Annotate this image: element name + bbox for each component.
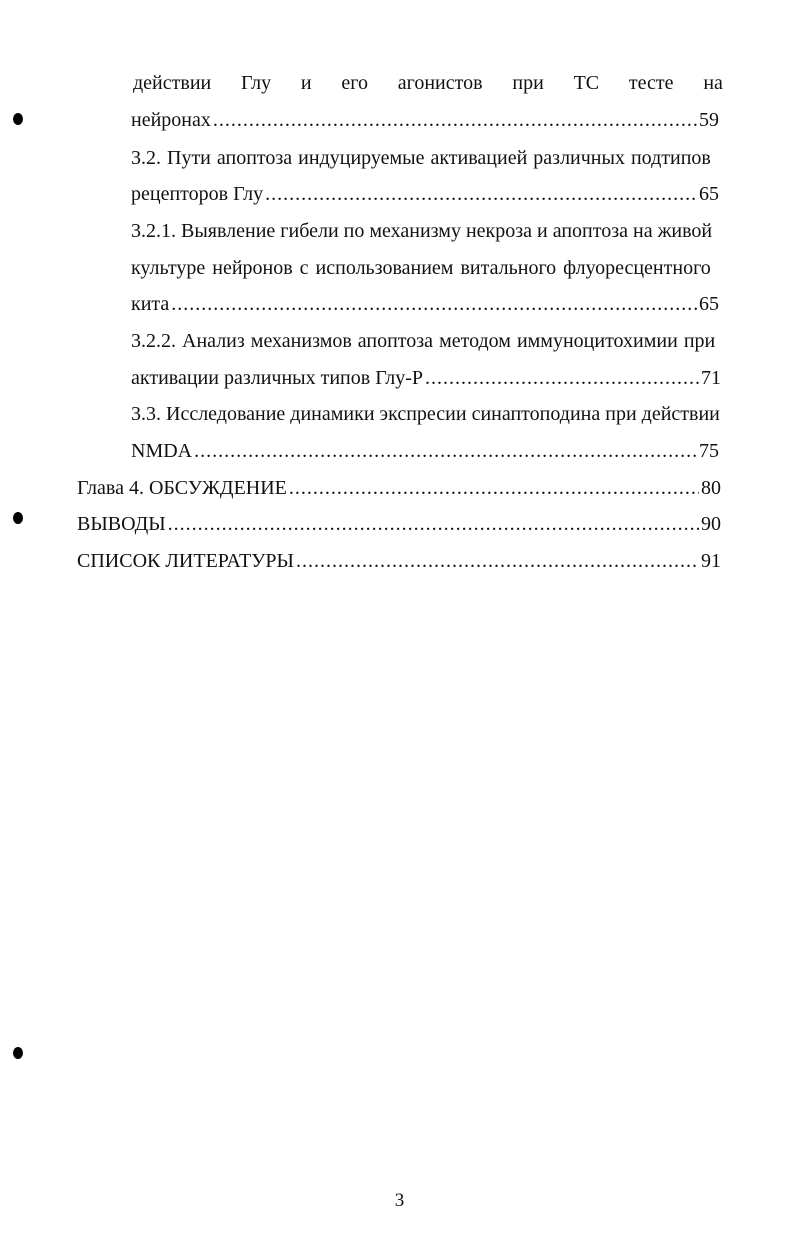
toc-entry-title: кита [131,293,170,315]
toc-entry-title: 3.3. Исследование динамики экспресии синаптоподина при действии [131,403,720,425]
margin-mark-1 [13,113,23,125]
dot-leader [425,365,699,391]
toc-entry-title: нейронах [131,109,211,131]
toc-word: ТС [573,72,600,94]
toc-entry-1-line-2[interactable] [131,107,719,133]
toc-entry-title: NMDA [131,440,193,462]
toc-entry-title: 3.2.2. Анализ механизмов апоптоза методом иммуноцитохимии при [131,330,716,352]
toc-word: тесте [628,72,674,94]
toc-entry-references[interactable] [77,548,721,574]
toc-entry-3-line-3[interactable] [131,291,719,317]
toc-entry-4-line-1 [131,328,721,354]
dot-leader [171,291,697,317]
toc-page-number: 75 [699,440,719,462]
toc-entry-conclusions[interactable] [77,511,721,537]
margin-mark-2 [13,512,23,524]
toc-entry-chapter-4[interactable] [77,475,721,501]
toc-entry-3-line-1 [131,218,721,244]
toc-entry-title: 3.2.1. Выявление гибели по механизму некроза и апоптоза на живой [131,220,713,242]
toc-entry-4-line-2[interactable] [131,365,721,391]
toc-entry-5-line-1 [131,401,721,427]
toc-page-number: 59 [699,109,719,131]
dot-leader [296,548,699,574]
toc-page-number: 65 [699,183,719,205]
dot-leader [289,475,699,501]
margin-mark-3 [13,1047,23,1059]
toc-entry-2-line-1 [131,145,721,171]
toc-word: действии [133,72,212,94]
toc-entry-2-line-2[interactable] [131,181,719,207]
toc-entry-title: СПИСОК ЛИТЕРАТУРЫ [77,550,294,572]
page-number-footer: 3 [394,1190,405,1211]
toc-page-number: 71 [701,367,721,389]
toc-word: на [703,72,723,94]
toc-page-number: 80 [701,477,721,499]
toc-word: Глу [241,72,272,94]
toc-entry-title: 3.2. Пути апоптоза индуцируемые активацией различных подтипов [131,147,711,169]
toc-entry-title: Глава 4. ОБСУЖДЕНИЕ [77,477,287,499]
toc-entry-5-line-2[interactable] [131,438,719,464]
toc-entry-title: активации различных типов Глу-Р [131,367,424,389]
toc-page-number: 90 [701,513,721,535]
toc-entry-title: культуре нейронов с использованием витального флуоресцентного [131,257,711,279]
toc-entry-title: ВЫВОДЫ [77,513,166,535]
toc-word: его [341,72,368,94]
dot-leader [168,511,699,537]
toc-entry-1-line-1 [133,70,723,96]
dot-leader [265,181,697,207]
toc-word: агонистов [397,72,483,94]
toc-page-number: 91 [701,550,721,572]
toc-word: при [512,72,544,94]
toc-entry-title: рецепторов Глу [131,183,264,205]
toc-page-number: 65 [699,293,719,315]
dot-leader [213,107,697,133]
toc-entry-3-line-2 [131,255,721,281]
toc-word: и [300,72,312,94]
dot-leader [194,438,697,464]
